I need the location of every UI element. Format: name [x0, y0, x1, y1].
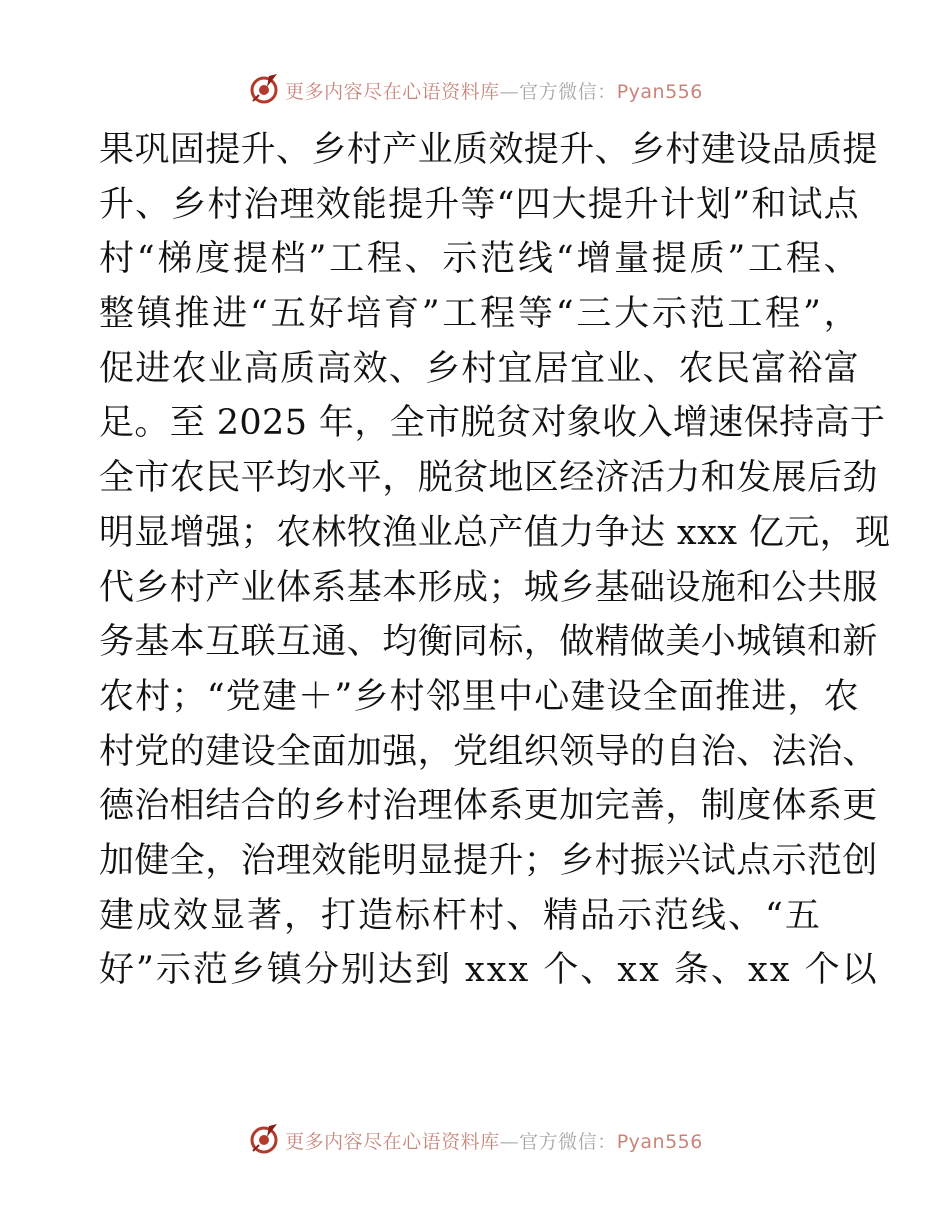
text-line: 务基本互联互通、均衡同标，做精做美小城镇和新 — [99, 622, 878, 663]
text-line: 农村；“党建＋”乡村邻里中心建设全面推进，农 — [99, 676, 859, 717]
text-line: 德治相结合的乡村治理体系更加完善，制度体系更 — [99, 786, 878, 827]
text-line: 加健全，治理效能明显提升；乡村振兴试点示范创 — [99, 840, 878, 881]
watermark-official-label: 官方微信： — [519, 80, 617, 103]
text-line: 整镇推进“五好培育”工程等“三大示范工程”， — [99, 294, 859, 335]
text-line: 促进农业高质高效、乡村宜居宜业、农民富裕富 — [99, 348, 859, 389]
document-body — [99, 123, 891, 998]
text-line: 建成效显著，打造标杆村、精品示范线、“五 — [99, 895, 822, 936]
watermark-brand: 更多内容尽在心语资料库 — [285, 80, 500, 103]
text-line: 果巩固提升、乡村产业质效提升、乡村建设品质提 — [99, 130, 878, 170]
watermark-official-label: 官方微信： — [519, 1130, 617, 1153]
watermark-dash: — — [499, 80, 520, 103]
text-line: 足。至 2025 年，全市脱贫对象收入增速保持高于 — [99, 403, 886, 444]
watermark-wechat-id: Pyan556 — [616, 80, 703, 103]
text-line: 升、乡村治理效能提升等“四大提升计划”和试点 — [99, 184, 859, 225]
watermark-dash: — — [499, 1130, 520, 1153]
text-line: 全市农民平均水平，脱贫地区经济活力和发展后劲 — [99, 458, 878, 499]
quill-logo-icon — [247, 73, 281, 107]
watermark-wechat-id: Pyan556 — [616, 1130, 703, 1153]
text-line: 代乡村产业体系基本形成；城乡基础设施和公共服 — [99, 567, 878, 608]
watermark-header — [0, 70, 950, 110]
text-line: 好”示范乡镇分别达到 xxx 个、xx 条、xx 个以 — [99, 950, 879, 991]
text-line: 明显增强；农林牧渔业总产值力争达 xxx 亿元，现 — [99, 512, 891, 553]
watermark-footer — [0, 1120, 950, 1160]
quill-logo-icon — [247, 1123, 281, 1157]
text-line: 村“梯度提档”工程、示范线“增量提质”工程、 — [99, 239, 859, 280]
watermark-brand: 更多内容尽在心语资料库 — [285, 1130, 500, 1153]
text-line: 村党的建设全面加强，党组织领导的自治、法治、 — [99, 731, 878, 772]
